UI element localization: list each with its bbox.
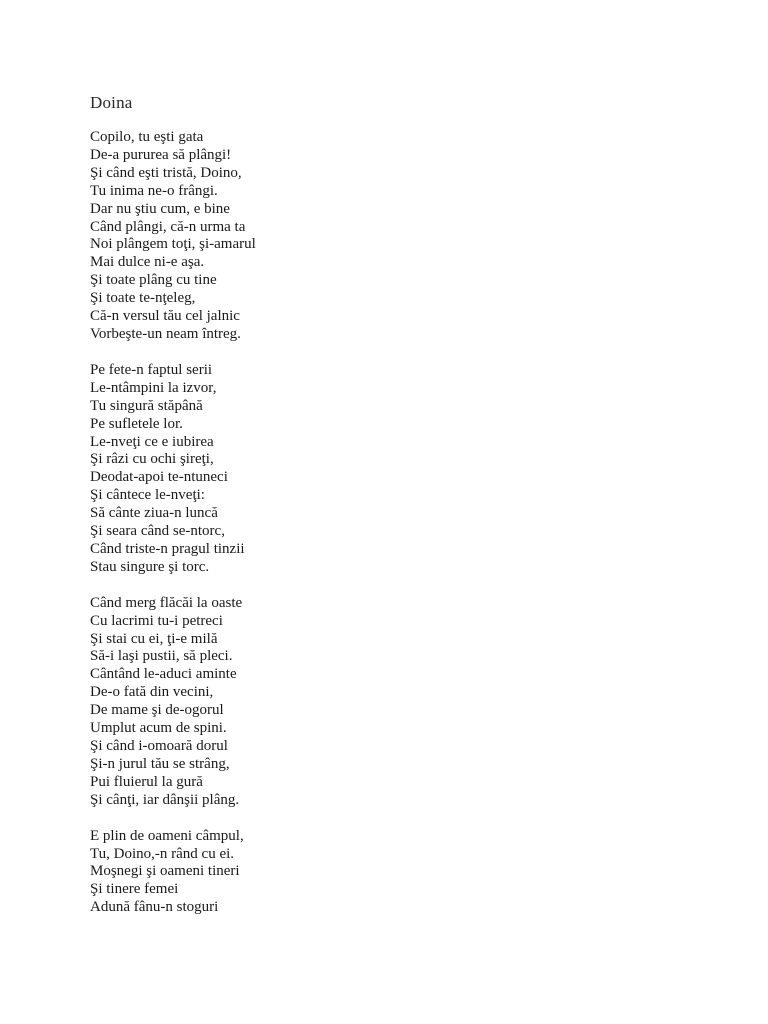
poem-line: E plin de oameni câmpul, [90, 827, 244, 844]
poem-line: De-a pururea să plângi! [90, 146, 232, 163]
poem-line: De-o fată din vecini, [90, 684, 214, 701]
poem-line: De mame şi de-ogorul [90, 702, 224, 719]
poem-line: Cu lacrimi tu-i petreci [90, 612, 223, 629]
poem-line: Când triste-n pragul tinzii [90, 540, 245, 557]
poem-line: Le-nveţi ce e iubirea [90, 433, 214, 450]
poem-line: Pe sufletele lor. [90, 415, 183, 432]
poem-line: Şi râzi cu ochi şireţi, [90, 451, 214, 468]
poem-line: Umplut acum de spini. [90, 720, 227, 737]
poem-line: Când plângi, că-n urma ta [90, 218, 246, 235]
poem-line: Copilo, tu eşti gata [90, 129, 204, 145]
poem-line: Cântând le-aduci aminte [90, 666, 237, 683]
poem-title: Doina [90, 93, 133, 112]
stanza-3 [90, 595, 730, 810]
poem-line: Să-i laşi pustii, să pleci. [90, 648, 233, 665]
poem-line: Moşnegi şi oameni tineri [90, 863, 240, 880]
poem-line: Şi toate te-nţeleg, [90, 290, 196, 307]
poem-line: Şi cântece le-nveţi: [90, 487, 205, 504]
poem-line: Vorbeşte-un neam întreg. [90, 325, 241, 342]
poem-line: Şi stai cu ei, ţi-e milă [90, 630, 218, 647]
poem-line: Şi cânţi, iar dânşii plâng. [90, 791, 240, 808]
poem-line: Adună fânu-n stoguri [90, 899, 219, 916]
poem-line: Mai dulce ni-e aşa. [90, 254, 205, 271]
poem-line: Şi toate plâng cu tine [90, 272, 217, 289]
poem-line: Şi când eşti tristă, Doino, [90, 164, 242, 181]
poem-line: Tu inima ne-o frângi. [90, 182, 218, 199]
poem-line: Să cânte ziua-n luncă [90, 505, 218, 522]
poem-line: Şi-n jurul tău se strâng, [90, 755, 230, 772]
poem-line: Noi plângem toţi, şi-amarul [90, 236, 256, 253]
stanza-2 [90, 362, 730, 577]
poem-line: Şi seara când se-ntorc, [90, 523, 225, 540]
poem-body [90, 129, 730, 935]
poem-line: Când merg flăcăi la oaste [90, 594, 243, 611]
stanza-1 [90, 129, 730, 344]
poem-line: Şi tinere femei [90, 881, 179, 898]
poem-line: Şi când i-omoară dorul [90, 738, 228, 754]
stanza-4 [90, 828, 730, 918]
poem-line: Stau singure şi torc. [90, 558, 210, 575]
poem-line: Pe fete-n faptul serii [90, 361, 213, 378]
poem-line: Deodat-apoi te-ntuneci [90, 469, 228, 486]
poem-line: Tu, Doino,-n rând cu ei. [90, 845, 235, 862]
poem-line: Tu singură stăpână [90, 397, 203, 414]
poem-line: Dar nu ştiu cum, e bine [90, 200, 230, 217]
poem-line: Le-ntâmpini la izvor, [90, 379, 217, 396]
poem-line: Pui fluierul la gură [90, 773, 203, 790]
poem-line: Că-n versul tău cel jalnic [90, 308, 240, 325]
